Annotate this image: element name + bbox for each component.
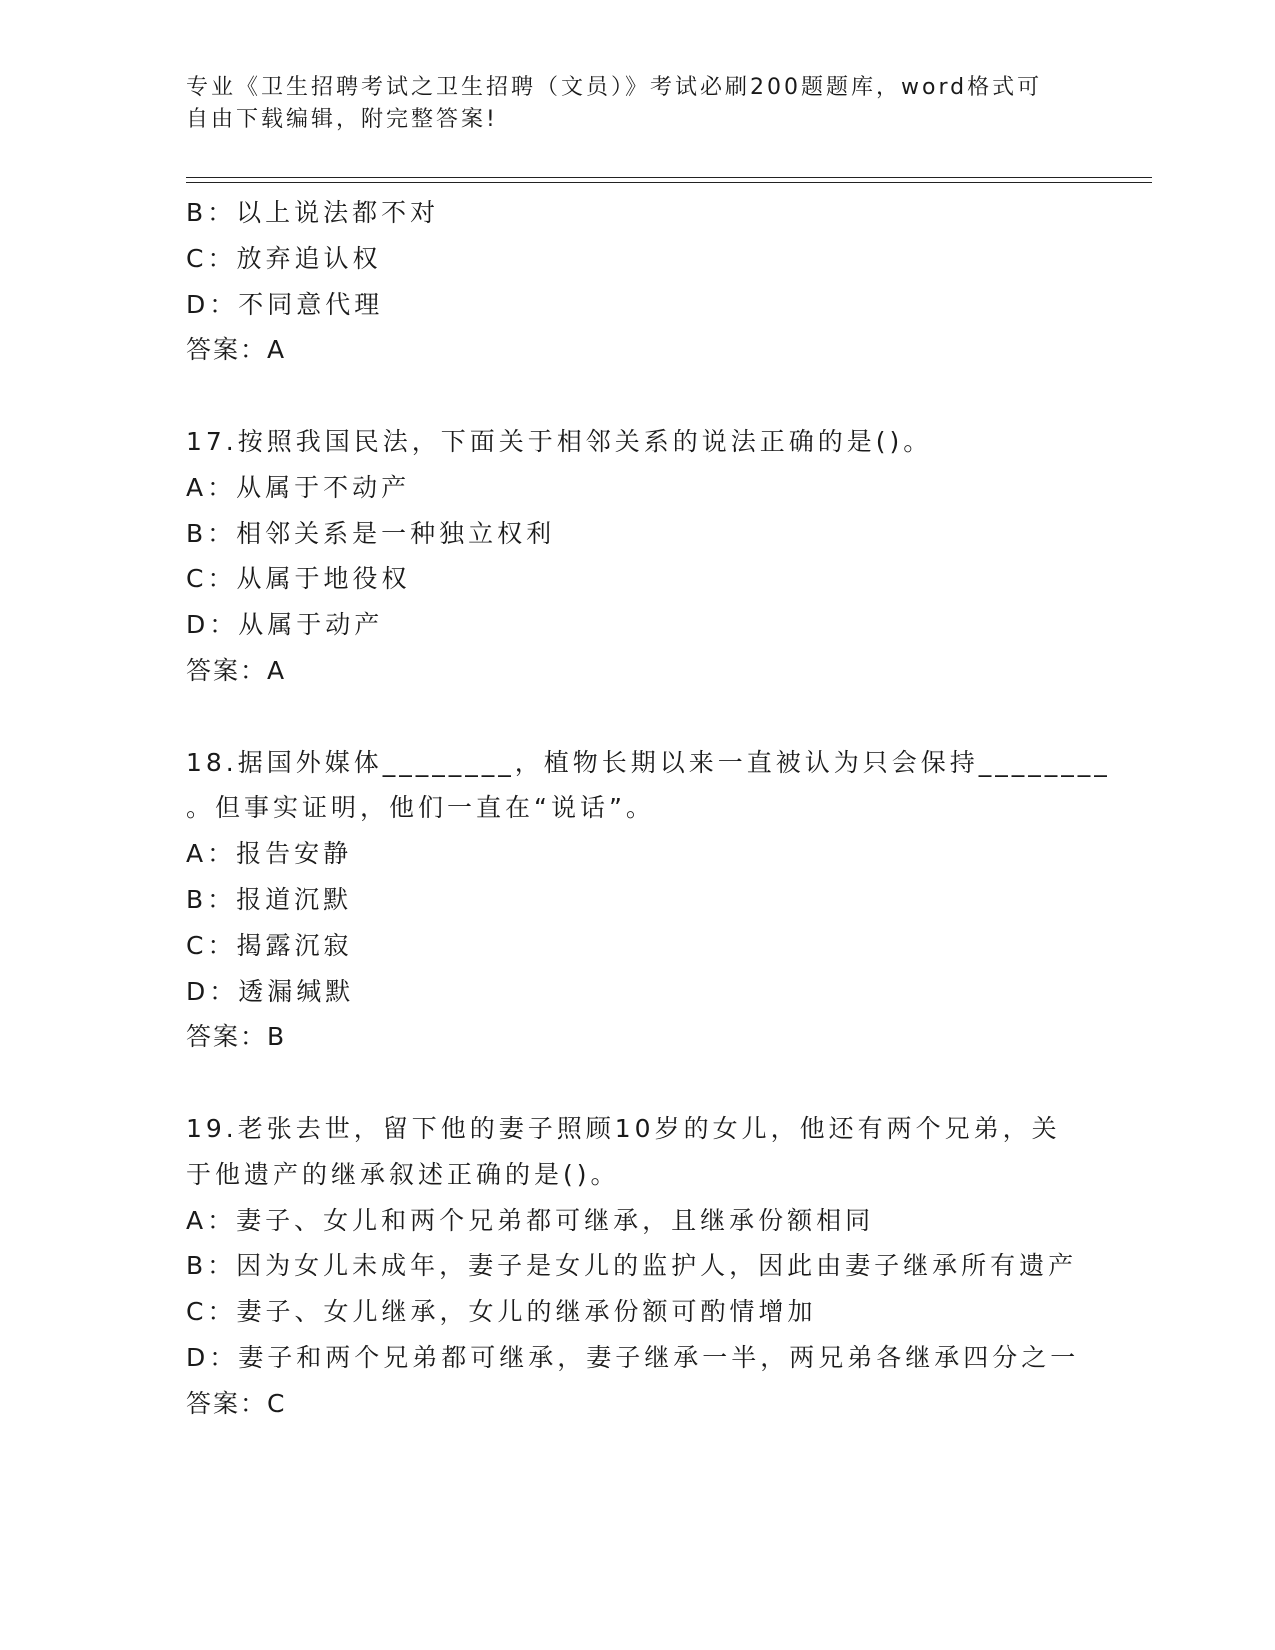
option-d: D：从属于动产 [186,610,384,640]
option-d: D：透漏缄默 [186,976,355,1006]
question-19 [186,1106,1086,1427]
question-stem-line-2: 。但事实证明，他们一直在“说话”。 [186,793,655,823]
option-b: B：因为女儿未成年，妻子是女儿的监护人，因此由妻子继承所有遗产 [186,1251,1078,1281]
option-b: B：以上说法都不对 [186,198,440,227]
option-a: A：妻子、女儿和两个兄弟都可继承，且继承份额相同 [186,1205,875,1235]
option-b: B：报道沉默 [186,884,353,914]
header-divider-top [186,177,1152,178]
spacer [186,1060,1086,1106]
question-16-continued [186,190,1086,373]
answer-line: 答案：B [186,1022,287,1052]
document-header: 专业《卫生招聘考试之卫生招聘（文员）》考试必刷200题题库，word格式可自由下载编辑，附完整答案! [186,75,1043,132]
option-d: D：妻子和两个兄弟都可继承，妻子继承一半，两兄弟各继承四分之一 [186,1342,1080,1372]
option-a: A：报告安静 [186,839,353,869]
answer-line: 答案：C [186,1388,287,1418]
question-18 [186,740,1111,1061]
option-b: B：相邻关系是一种独立权利 [186,518,556,548]
question-stem-line-1: 18.据国外媒体________，植物长期以来一直被认为只会保持________ [186,747,1111,777]
answer-line: 答案：A [186,655,287,685]
answer-line: 答案：A [186,335,287,365]
option-d: D：不同意代理 [186,289,384,319]
option-c: C：揭露沉寂 [186,930,353,960]
spacer [186,694,1086,740]
option-c: C：从属于地役权 [186,564,411,594]
question-stem: 17.按照我国民法，下面关于相邻关系的说法正确的是()。 [186,426,933,456]
question-stem-line-2: 于他遗产的继承叙述正确的是()。 [186,1159,620,1189]
question-list [186,190,1111,1427]
header-divider-bottom [186,182,1152,183]
option-a: A：从属于不动产 [186,472,411,502]
question-17 [186,419,1086,694]
spacer [186,373,1086,419]
question-stem-line-1: 19.老张去世，留下他的妻子照顾10岁的女儿，他还有两个兄弟，关 [186,1113,1061,1143]
option-c: C：放弃追认权 [186,243,382,273]
option-c: C：妻子、女儿继承，女儿的继承份额可酌情增加 [186,1297,817,1327]
